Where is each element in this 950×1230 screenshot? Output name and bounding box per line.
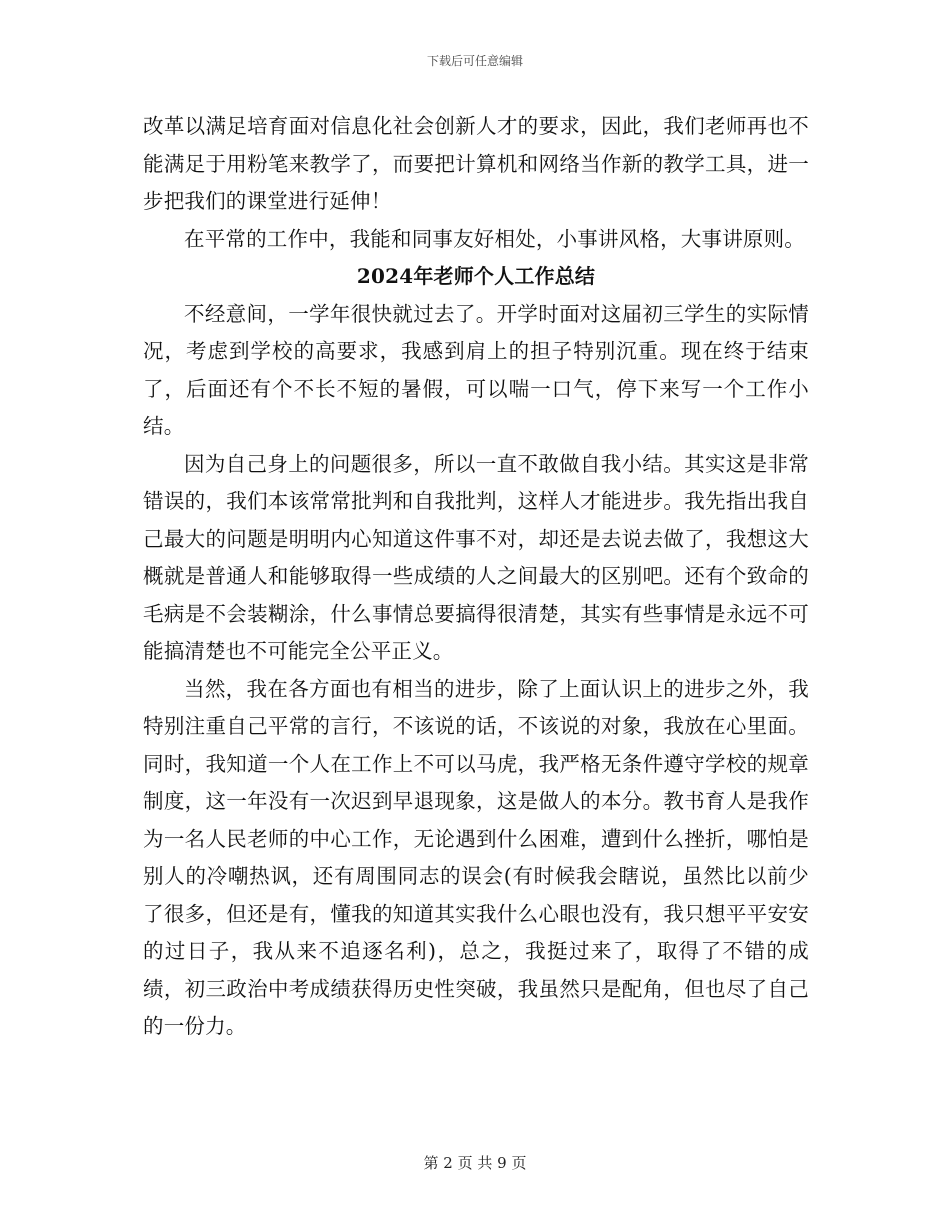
document-body [143,108,809,1046]
section-title: 2024年老师个人工作总结 [356,264,596,288]
summary-paragraph-3: 当然，我在各方面也有相当的进步，除了上面认识上的进步之外，我特别注重自己平常的言行，不该说的话，不该说的对象，我放在心里面。同时，我知道一个人在工作上不可以马虎，我严格无条件遵守学校的规章制度，这一年没有一次迟到早退现象，这是做人的本分。教书育人是我作为一名人民老师的中心工作，无论遇到什么困难，遭到什么挫折，哪怕是别人的冷嘲热讽，还有周围同志的误会(有时候我会瞎说，虽然比以前少了很多，但还是有，懂我的知道其实我什么心眼也没有，我只想平平安安的过日子，我从来不追逐名利)，总之，我挺过来了，取得了不错的成绩，初三政治中考成绩获得历史性突破，我虽然只是配角，但也尽了自己的一份力。 [143,676,809,1038]
summary-paragraph-1: 不经意间，一学年很快就过去了。开学时面对这届初三学生的实际情况，考虑到学校的高要求，我感到肩上的担子特别沉重。现在终于结束了，后面还有个不长不短的暑假，可以喘一口气，停下来写一个工作小结。 [143,301,809,438]
page-number-footer: 第 2 页 共 9 页 [423,1154,527,1172]
colleagues-paragraph: 在平常的工作中，我能和同事友好相处，小事讲风格，大事讲原则。 [184,226,805,251]
summary-paragraph-2: 因为自己身上的问题很多，所以一直不敢做自我小结。其实这是非常错误的，我们本该常常批判和自我批判，这样人才能进步。我先指出我自己最大的问题是明明内心知道这件事不对，却还是去说去做了，我想这大概就是普通人和能够取得一些成绩的人之间最大的区别吧。还有个致命的毛病是不会装糊涂，什么事情总要搞得很清楚，其实有些事情是永远不可能搞清楚也不可能完全公平正义。 [143,451,809,663]
continuation-paragraph: 改革以满足培育面对信息化社会创新人才的要求，因此，我们老师再也不能满足于用粉笔来教学了，而要把计算机和网络当作新的教学工具，进一步把我们的课堂进行延伸！ [143,114,809,213]
page-header: 下载后可任意编辑 [426,54,523,68]
